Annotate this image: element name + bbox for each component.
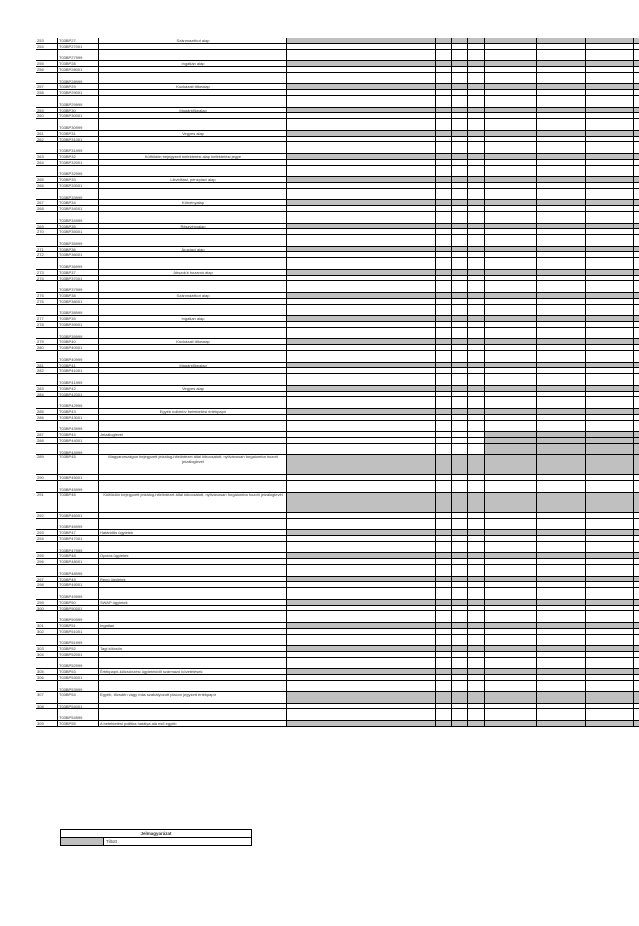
- row-code: T03BP40001: [57, 345, 98, 351]
- row-code: T03BP39001: [57, 322, 98, 328]
- legend-swatch: [61, 838, 104, 845]
- row-code: T03BP34001: [57, 206, 98, 212]
- value-cell[interactable]: [484, 493, 536, 513]
- row-code: T03BP44999: [57, 450, 98, 456]
- data-table: [36, 38, 614, 727]
- row-code: T03BP35999: [57, 241, 98, 247]
- row-code: T03BP50999: [57, 617, 98, 623]
- row-description: Magántőkealap: [98, 108, 286, 114]
- value-cell[interactable]: [286, 721, 435, 727]
- row-code: T03BP29999: [57, 102, 98, 108]
- row-code: T03BP41001: [57, 368, 98, 374]
- row-code: T03BP43999: [57, 426, 98, 432]
- value-cell[interactable]: [286, 692, 435, 703]
- value-cell[interactable]: [585, 721, 633, 727]
- row-number: 299: [36, 600, 57, 606]
- row-code: T03BP45999: [57, 487, 98, 493]
- value-cell[interactable]: [451, 721, 467, 727]
- row-code: T03BP49: [57, 577, 98, 583]
- value-cell[interactable]: [585, 455, 633, 475]
- row-number: 289: [36, 455, 57, 475]
- row-code: T03BP32001: [57, 160, 98, 166]
- row-code: T03BP45: [57, 455, 98, 475]
- row-number: 297: [36, 577, 57, 583]
- row-description: Részvényalap: [98, 224, 286, 230]
- row-number: 305: [36, 669, 57, 675]
- row-description: Magyarországon bejegyzett jelzálog-hitelintézet által kibocsátott, nyilvánosan forgalomba hozott jelzáloglevél: [98, 455, 286, 475]
- row-code: T03BP42: [57, 386, 98, 392]
- row-number: 287: [36, 432, 57, 438]
- row-code: T03BP54999: [57, 715, 98, 721]
- row-code: T03BP54001: [57, 704, 98, 710]
- row-code: T03BP50001: [57, 606, 98, 612]
- legend-title: Jelmagyarázat: [61, 830, 251, 838]
- value-cell[interactable]: [451, 692, 467, 703]
- value-cell[interactable]: [467, 493, 484, 513]
- value-cell[interactable]: [435, 692, 451, 703]
- row-number: 259: [36, 108, 57, 114]
- row-number: 271: [36, 247, 57, 253]
- row-code: T03BP38001: [57, 299, 98, 305]
- row-number: 279: [36, 339, 57, 345]
- row-code: T03BP32: [57, 154, 98, 160]
- row-code: T03BP50: [57, 600, 98, 606]
- row-code: T03BP45001: [57, 475, 98, 481]
- row-description: Határidős ügyletek: [98, 530, 286, 536]
- row-number: 272: [36, 252, 57, 258]
- row-code: T03BP46999: [57, 524, 98, 530]
- row-number: 307: [36, 692, 57, 703]
- row-code: T03BP46001: [57, 513, 98, 519]
- row-code: T03BP34999: [57, 218, 98, 224]
- row-description: Egyéb kollektív befektetési értékpapír: [98, 409, 286, 415]
- row-number: 264: [36, 160, 57, 166]
- row-number: 268: [36, 206, 57, 212]
- row-number: 280: [36, 345, 57, 351]
- row-description: Abszolút hozamú alap: [98, 270, 286, 276]
- row-code: T03BP37001: [57, 276, 98, 282]
- row-number: 308: [36, 704, 57, 710]
- row-number: 288: [36, 438, 57, 444]
- value-cell[interactable]: [633, 692, 639, 703]
- row-description: Vegyes alap: [98, 131, 286, 137]
- row-description: SWAP ügyletek: [98, 600, 286, 606]
- value-cell[interactable]: [484, 721, 536, 727]
- row-number: 292: [36, 513, 57, 519]
- row-number: 293: [36, 530, 57, 536]
- row-number: 257: [36, 84, 57, 90]
- value-cell[interactable]: [585, 692, 633, 703]
- row-code: T03BP33: [57, 177, 98, 183]
- row-number: 283: [36, 386, 57, 392]
- row-code: T03BP40: [57, 339, 98, 345]
- row-number: 276: [36, 299, 57, 305]
- row-code: T03BP31: [57, 131, 98, 137]
- row-number: 267: [36, 200, 57, 206]
- row-code: T03BP27: [57, 38, 98, 44]
- row-description: Külföldön bejegyzett jelzálog-hitelintézet által kibocsátott, nyilvánosan forgalomba hozott jelzáloglevél: [98, 493, 286, 513]
- row-number: 306: [36, 675, 57, 681]
- row-number: 270: [36, 229, 57, 235]
- value-cell[interactable]: [286, 455, 435, 475]
- row-code: T03BP51: [57, 623, 98, 629]
- row-code: T03BP39999: [57, 334, 98, 340]
- value-cell[interactable]: [536, 493, 585, 513]
- row-number: 253: [36, 38, 57, 44]
- row-description: Kötvényalap: [98, 200, 286, 206]
- row-number: 304: [36, 652, 57, 658]
- row-number: 273: [36, 270, 57, 276]
- row-description: Egyéb, tőzsdén vagy más szabályozott piacon jegyzett értékpapír: [98, 692, 286, 703]
- row-number: 260: [36, 113, 57, 119]
- row-code: T03BP36001: [57, 252, 98, 258]
- value-cell[interactable]: [451, 455, 467, 475]
- row-number: 294: [36, 536, 57, 542]
- row-code: T03BP55: [57, 721, 98, 727]
- row-code: T03BP47999: [57, 548, 98, 554]
- row-number: 258: [36, 90, 57, 96]
- legend-item: [61, 838, 251, 845]
- value-cell[interactable]: [633, 493, 639, 513]
- row-number: 302: [36, 629, 57, 635]
- row-code: T03BP54: [57, 692, 98, 703]
- row-code: T03BP32999: [57, 171, 98, 177]
- row-code: T03BP31999: [57, 148, 98, 154]
- row-number: 303: [36, 646, 57, 652]
- row-description: Külföldön bejegyzett befektetési alap befektetési jegye: [98, 154, 286, 160]
- row-number: 281: [36, 363, 57, 369]
- value-cell[interactable]: [536, 721, 585, 727]
- row-code: T03BP41999: [57, 380, 98, 386]
- row-description: Repó ügyletek: [98, 577, 286, 583]
- row-description: A befektetési politika hatálya alá eső egyéb: [98, 721, 286, 727]
- row-code: T03BP36: [57, 247, 98, 253]
- row-number: 278: [36, 322, 57, 328]
- row-code: T03BP42999: [57, 403, 98, 409]
- row-description: Opciós ügyletek: [98, 553, 286, 559]
- row-code: T03BP38: [57, 293, 98, 299]
- row-code: T03BP35: [57, 224, 98, 230]
- row-number: 261: [36, 131, 57, 137]
- row-code: T03BP28999: [57, 79, 98, 85]
- row-description: Magántőkealap: [98, 363, 286, 369]
- table-row: [36, 493, 614, 513]
- table-row: [36, 455, 614, 475]
- row-number: 254: [36, 44, 57, 50]
- row-code: T03BP48999: [57, 571, 98, 577]
- row-code: T03BP28: [57, 61, 98, 67]
- row-number: 265: [36, 177, 57, 183]
- row-description: Ingatlan alap: [98, 61, 286, 67]
- value-cell[interactable]: [435, 493, 451, 513]
- row-code: T03BP49001: [57, 582, 98, 588]
- row-code: T03BP30: [57, 108, 98, 114]
- row-code: T03BP37999: [57, 287, 98, 293]
- value-cell[interactable]: [435, 455, 451, 475]
- value-cell[interactable]: [467, 721, 484, 727]
- row-code: T03BP33999: [57, 195, 98, 201]
- row-code: T03BP30999: [57, 125, 98, 131]
- value-cell[interactable]: [484, 455, 536, 475]
- row-code: T03BP28001: [57, 67, 98, 73]
- row-description: Kockázati tőkealap: [98, 339, 286, 345]
- row-code: T03BP30001: [57, 113, 98, 119]
- value-cell[interactable]: [286, 493, 435, 513]
- row-number: 296: [36, 559, 57, 565]
- row-code: T03BP27001: [57, 44, 98, 50]
- row-code: T03BP39: [57, 316, 98, 322]
- value-cell[interactable]: [633, 455, 639, 475]
- row-number: 282: [36, 368, 57, 374]
- row-code: T03BP41: [57, 363, 98, 369]
- value-cell[interactable]: [435, 721, 451, 727]
- value-cell[interactable]: [484, 692, 536, 703]
- row-number: 262: [36, 137, 57, 143]
- row-description: Likviditási, pénzpiaci alap: [98, 177, 286, 183]
- row-code: T03BP34: [57, 200, 98, 206]
- row-code: T03BP48: [57, 553, 98, 559]
- row-description: Vegyes alap: [98, 386, 286, 392]
- row-code: T03BP37: [57, 270, 98, 276]
- row-code: T03BP29: [57, 84, 98, 90]
- row-code: T03BP47001: [57, 536, 98, 542]
- row-code: T03BP44: [57, 432, 98, 438]
- value-cell[interactable]: [536, 455, 585, 475]
- row-code: T03BP47: [57, 530, 98, 536]
- row-description: Árupiaci alap: [98, 247, 286, 253]
- row-number: 298: [36, 582, 57, 588]
- row-number: 277: [36, 316, 57, 322]
- row-code: T03BP43001: [57, 415, 98, 421]
- row-number: 286: [36, 415, 57, 421]
- row-description: Szánmazékot alap: [98, 293, 286, 299]
- row-code: T03BP40999: [57, 357, 98, 363]
- row-description: Ingatlan alap: [98, 316, 286, 322]
- value-cell[interactable]: [467, 692, 484, 703]
- row-code: T03BP35001: [57, 229, 98, 235]
- value-cell[interactable]: [536, 692, 585, 703]
- row-number: 256: [36, 67, 57, 73]
- row-description: Szánmazékot alap: [98, 38, 286, 44]
- row-code: T03BP49999: [57, 594, 98, 600]
- row-code: T03BP42001: [57, 392, 98, 398]
- row-description: Értékpapír-kölcsönzési ügyletekből származó követelések: [98, 669, 286, 675]
- value-cell[interactable]: [467, 455, 484, 475]
- row-number: 284: [36, 392, 57, 398]
- row-description: Tagi kölcsön: [98, 646, 286, 652]
- row-number: 291: [36, 493, 57, 513]
- row-description: Kockázati tőkealap: [98, 84, 286, 90]
- row-description: Ingatlan: [98, 623, 286, 629]
- row-code: T03BP48001: [57, 559, 98, 565]
- row-number: 255: [36, 61, 57, 67]
- row-number: 290: [36, 475, 57, 481]
- row-code: T03BP33001: [57, 183, 98, 189]
- row-code: T03BP51001: [57, 629, 98, 635]
- table-row: [36, 692, 614, 703]
- value-cell[interactable]: [633, 721, 639, 727]
- legend-box: [60, 829, 252, 846]
- row-code: T03BP52: [57, 646, 98, 652]
- row-code: T03BP53: [57, 669, 98, 675]
- row-code: T03BP29001: [57, 90, 98, 96]
- row-code: T03BP52001: [57, 652, 98, 658]
- row-number: 274: [36, 276, 57, 282]
- row-code: T03BP46: [57, 493, 98, 513]
- row-code: T03BP31001: [57, 137, 98, 143]
- row-code: T03BP27999: [57, 55, 98, 61]
- row-description: Jelzáloglevél: [98, 432, 286, 438]
- row-number: 285: [36, 409, 57, 415]
- row-number: 263: [36, 154, 57, 160]
- row-code: T03BP53001: [57, 675, 98, 681]
- row-number: 295: [36, 553, 57, 559]
- value-cell[interactable]: [585, 493, 633, 513]
- row-number: 269: [36, 224, 57, 230]
- row-code: T03BP38999: [57, 310, 98, 316]
- row-number: 309: [36, 721, 57, 727]
- row-code: T03BP53999: [57, 687, 98, 693]
- row-code: T03BP43: [57, 409, 98, 415]
- row-code: T03BP44001: [57, 438, 98, 444]
- legend-label: Tiltott: [106, 839, 117, 844]
- row-code: T03BP51999: [57, 640, 98, 646]
- table-row: [36, 721, 614, 727]
- row-number: 275: [36, 293, 57, 299]
- row-code: T03BP36999: [57, 264, 98, 270]
- row-code: T03BP52999: [57, 663, 98, 669]
- value-cell[interactable]: [451, 493, 467, 513]
- row-number: 300: [36, 606, 57, 612]
- row-number: 301: [36, 623, 57, 629]
- row-number: 266: [36, 183, 57, 189]
